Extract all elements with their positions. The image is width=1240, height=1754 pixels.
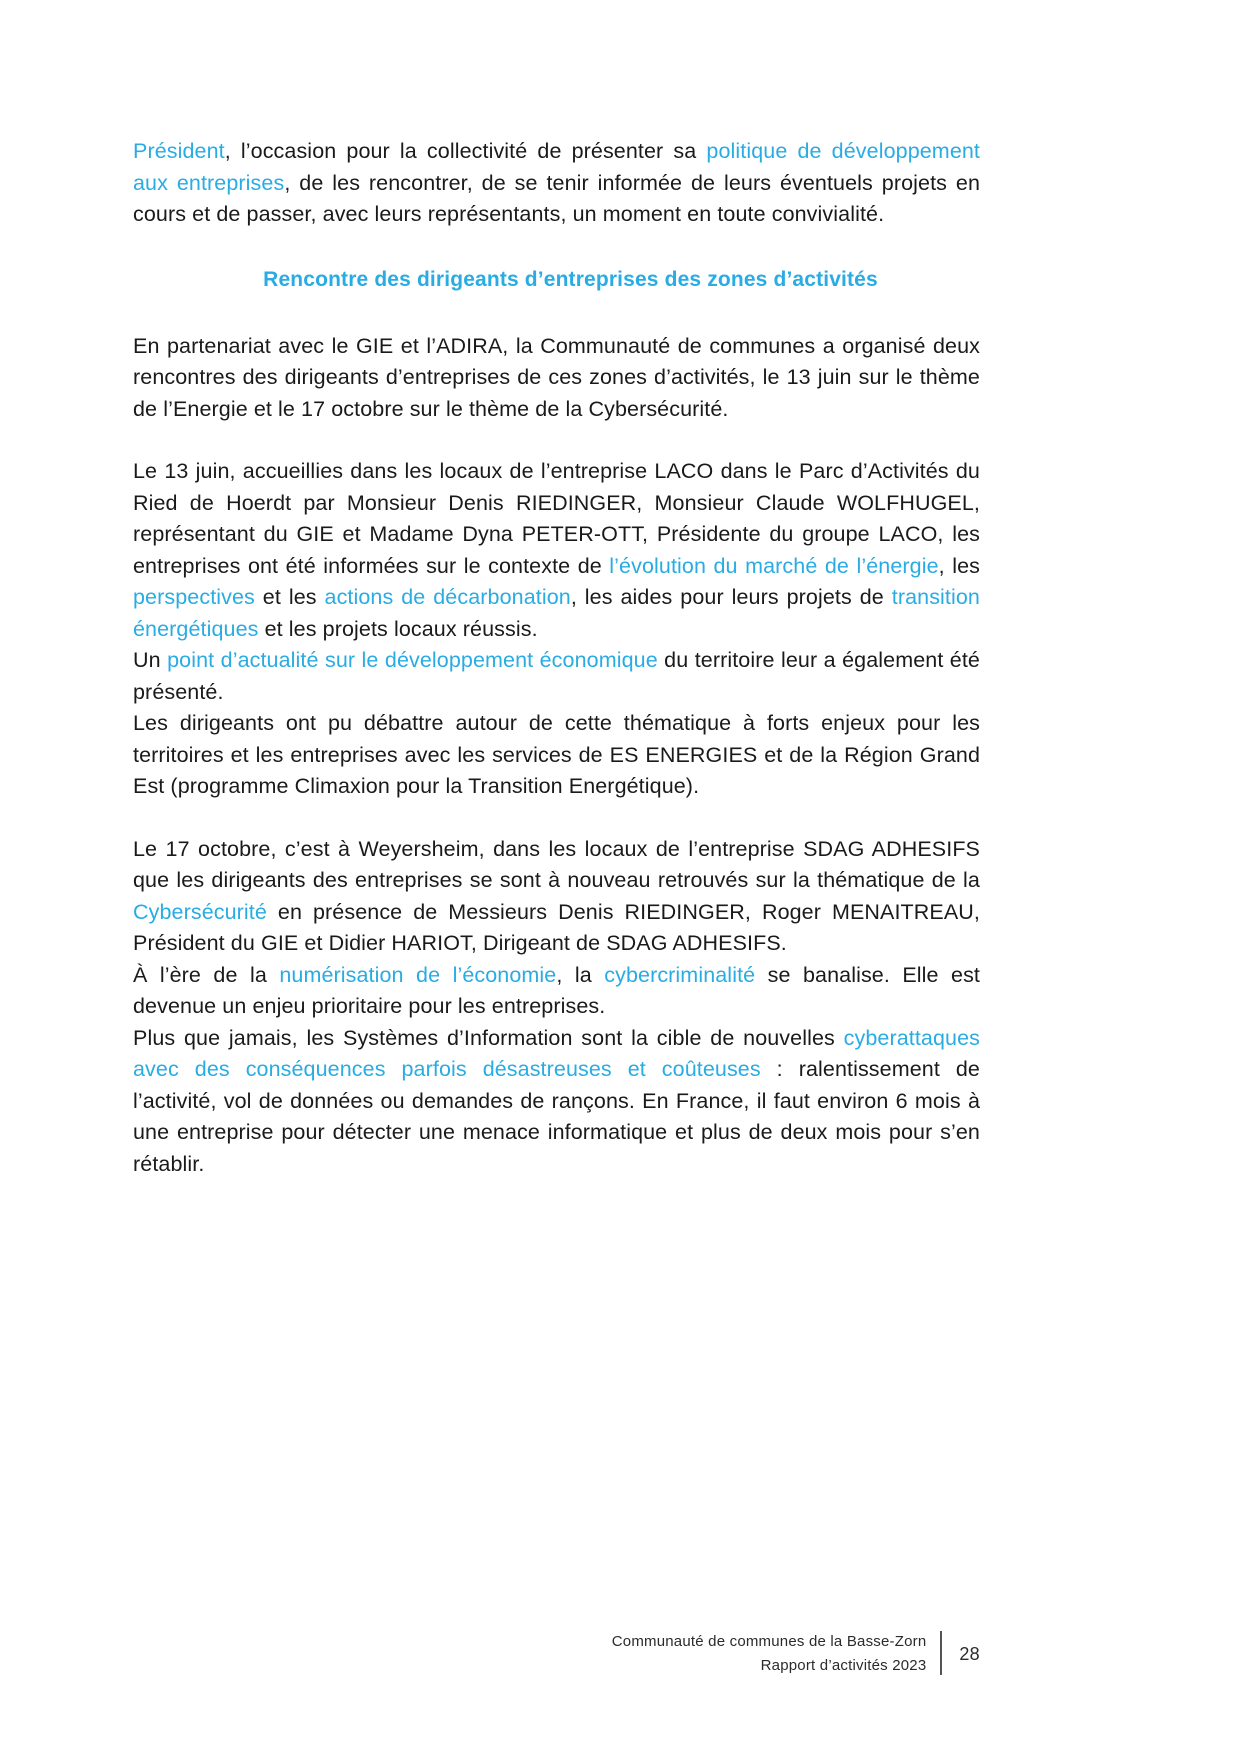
text-segment: Le 17 octobre, c’est à Weyersheim, dans les locaux de l’entreprise SDAG ADHESIFS que les dirigeants des entreprises se sont à nouveau retrouvés sur la thématique de la — [133, 836, 980, 892]
section-heading-block — [133, 231, 980, 331]
text-segment: en présence de Messieurs Denis RIEDINGER, Roger MENAITREAU, Président du GIE et Didier HARIOT, Dirigeant de SDAG ADHESIFS. — [133, 899, 980, 955]
text-segment: se banalise. Elle est devenue un enjeu prioritaire pour les entreprises. — [133, 962, 981, 1018]
link-point-actualite-developpement[interactable]: point d’actualité sur le développement économique — [167, 648, 658, 672]
paragraph-spacer — [133, 803, 980, 834]
text-segment: , la — [556, 962, 605, 987]
section-heading: Rencontre des dirigeants d’entreprises des zones d’activités — [263, 267, 878, 291]
link-perspectives[interactable]: perspectives — [133, 585, 255, 609]
paragraph-spacer — [133, 425, 980, 456]
link-cyberattaques-consequences[interactable]: cyberattaques avec des conséquences parfois désastreuses et coûteuses — [133, 1025, 980, 1081]
text-segment: Un — [133, 648, 168, 672]
text-segment: et les projets locaux réussis. — [258, 616, 538, 641]
text-segment: , de les rencontrer, de se tenir informée de leurs éventuels projets en cours et de passer, avec leurs représentants, un moment en toute convivialité. — [133, 170, 980, 226]
text-segment: Plus que jamais, les Systèmes d’Information sont la cible de nouvelles — [133, 1025, 844, 1050]
link-transition-energetiques[interactable]: transition énergétiques — [133, 585, 980, 641]
paragraph-cyberattaques — [133, 1023, 980, 1181]
text-segment: , les aides pour leurs projets de — [570, 585, 892, 609]
link-president[interactable]: Président — [133, 139, 225, 163]
paragraph-point-actualite — [133, 645, 980, 708]
paragraph-numerisation — [133, 960, 980, 1023]
link-actions-decarbonation[interactable]: actions de décarbonation — [324, 585, 571, 609]
link-numerisation-economie[interactable]: numérisation de l’économie — [279, 962, 557, 987]
text-segment: et les — [254, 585, 325, 609]
text-segment: : ralentissement de l’activité, vol de données ou demandes de rançons. En France, il faut environ 6 mois à une entreprise pour détecter une menace informatique et plus de deux mois pour s’en rétablir. — [133, 1057, 980, 1176]
page-content — [133, 136, 980, 1180]
link-politique-developpement[interactable]: politique de développement aux entreprises — [133, 139, 981, 195]
link-cybercriminalite[interactable]: cybercriminalité — [604, 962, 756, 987]
paragraph-partenariat: En partenariat avec le GIE et l’ADIRA, la Communauté de communes a organisé deux rencontres des dirigeants d’entreprises de ces zones d’activités, le 13 juin sur le thème de l’Energie et le 17 octobre sur le thème de la Cybersécurité. — [133, 333, 980, 421]
paragraph-13-juin — [133, 456, 980, 645]
paragraph-intro — [133, 136, 980, 231]
footer-organization: Communauté de communes de la Basse-Zorn — [611, 1633, 927, 1650]
footer-text-block — [612, 1630, 941, 1678]
link-evolution-marche-energie[interactable]: l’évolution du marché de l’énergie — [609, 553, 939, 578]
text-segment: , les — [938, 553, 980, 578]
text-segment: À l’ère de la — [133, 962, 280, 987]
link-cybersecurite[interactable]: Cybersécurité — [133, 899, 267, 924]
text-segment: du territoire leur a également été présenté. — [133, 648, 980, 704]
footer-report-title: Rapport d’activités 2023 — [760, 1657, 927, 1674]
text-segment: Le 13 juin, accueillies dans les locaux de l’entreprise LACO dans le Parc d’Activités du Ried de Hoerdt par Monsieur Denis RIEDINGER, Monsieur Claude WOLFHUGEL, représentant du GIE et Madame Dyna PETER-OTT, Présidente du groupe LACO, les entreprises ont été informées sur le contexte de — [133, 459, 980, 578]
text-segment: , l’occasion pour la collectivité de présenter sa — [224, 139, 707, 163]
page-number: 28 — [959, 1644, 980, 1664]
page-footer — [133, 1630, 980, 1678]
paragraph-17-octobre — [133, 834, 980, 960]
paragraph-dirigeants-debat: Les dirigeants ont pu débattre autour de cette thématique à forts enjeux pour les territoires et les entreprises avec les services de ES ENERGIES et de la Région Grand Est (programme Climaxion pour la Transition Energétique). — [133, 711, 980, 798]
